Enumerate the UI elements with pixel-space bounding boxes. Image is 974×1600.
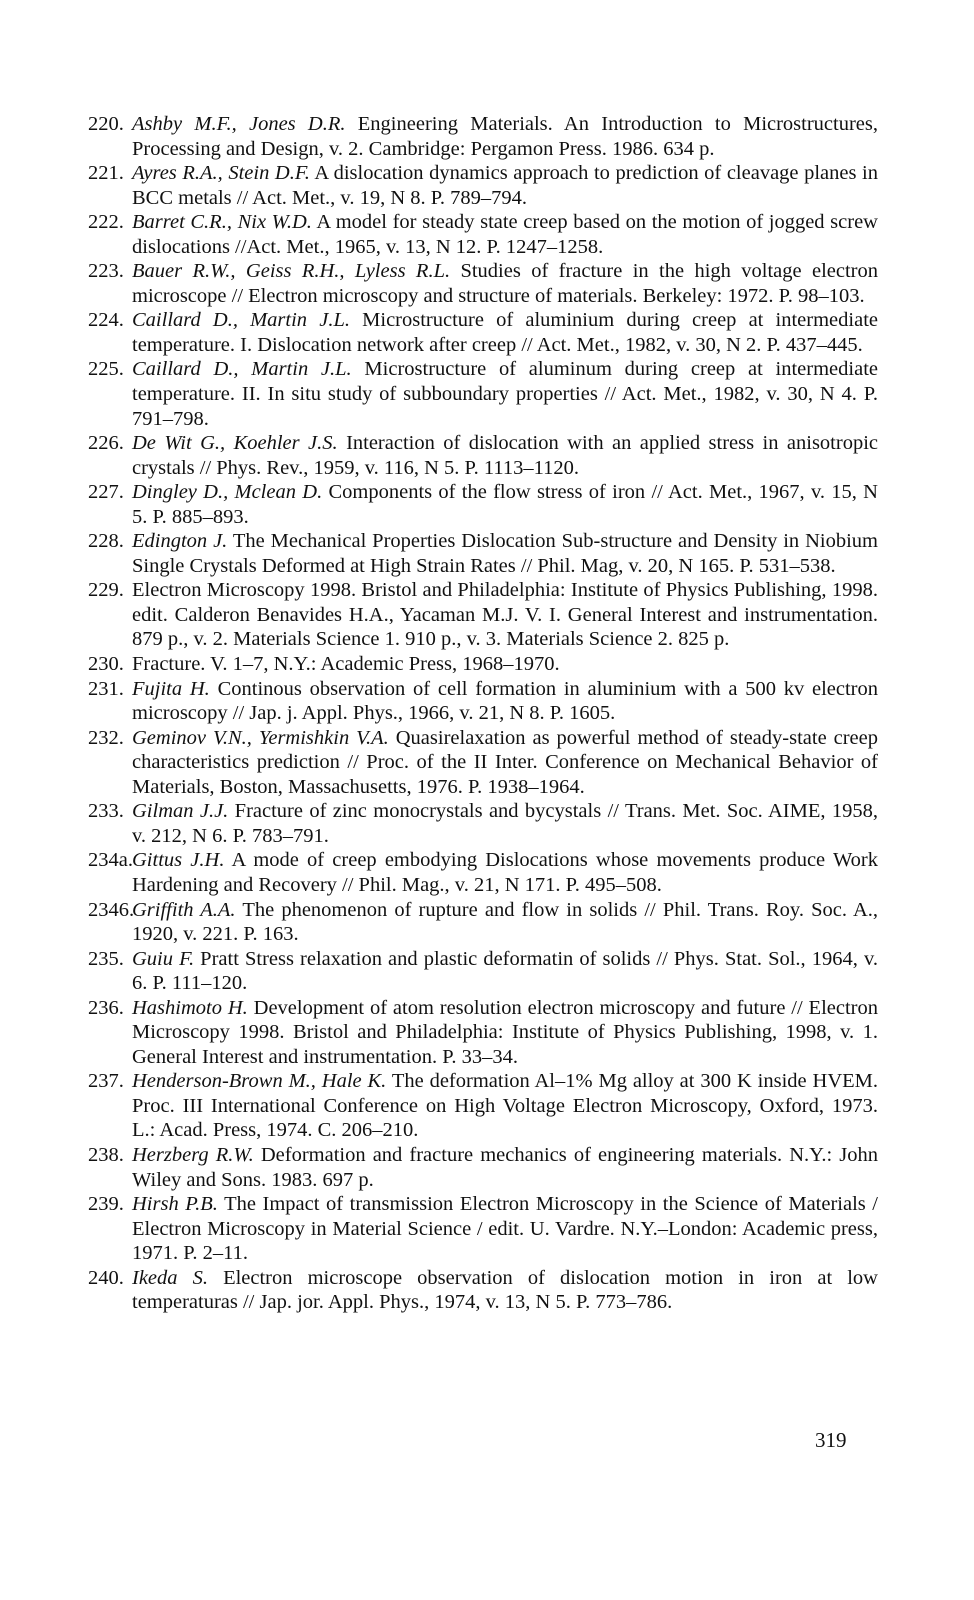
reference-text: Fracture of zinc monocrystals and bycystals // Trans. Met. Soc. AIME, 1958, v. 212, N 6. P. 783–791. [132, 800, 878, 847]
reference-number: 236. [88, 996, 124, 1019]
reference-text: Microstructure of aluminum during creep at intermediate temperature. II. In situ study of subboundary properties // Act. Met., 1982, v. 30, N 4. P. 791–798. [132, 358, 878, 430]
reference-item [88, 431, 878, 480]
reference-authors: Henderson-Brown M., Hale K. [132, 1070, 387, 1093]
reference-authors: Fujita H. [132, 677, 210, 700]
reference-list [88, 112, 878, 1315]
reference-text: The Mechanical Properties Dislocation Sub-structure and Density in Niobium Single Crystals Deformed at High Strain Rates // Phil. Mag, v. 20, N 165. P. 531–538. [132, 530, 878, 577]
reference-authors: Ikeda S. [132, 1266, 208, 1289]
reference-authors: De Wit G., Koehler J.S. [132, 432, 338, 455]
reference-item [88, 947, 878, 996]
reference-number: 223. [88, 260, 124, 283]
reference-item [88, 210, 878, 259]
reference-number: 234a. [88, 849, 133, 872]
reference-item [88, 357, 878, 431]
reference-authors: Caillard D., Martin J.L. [132, 358, 352, 381]
reference-item [88, 529, 878, 578]
reference-authors: Caillard D., Martin J.L. [132, 309, 350, 332]
reference-authors: Gilman J.J. [132, 800, 229, 823]
reference-item [88, 1192, 878, 1266]
reference-authors: Geminov V.N., Yermishkin V.A. [132, 726, 389, 749]
reference-text: Interaction of dislocation with an applied stress in anisotropic crystals // Phys. Rev., 1959, v. 116, N 5. P. 1113–1120. [132, 432, 878, 479]
reference-text: Continous observation of cell formation in aluminium with a 500 kv electron microscopy // Jap. j. Appl. Phys., 1966, v. 21, N 8. P. 1605. [132, 677, 878, 725]
reference-text: The phenomenon of rupture and flow in solids // Phil. Trans. Roy. Soc. A., 1920, v. 221. P. 163. [132, 898, 878, 946]
reference-item [88, 161, 878, 210]
reference-text: A dislocation dynamics approach to prediction of cleavage planes in BCC metals // Act. Met., v. 19, N 8. P. 789–794. [132, 162, 878, 209]
reference-item [88, 259, 878, 308]
reference-authors: Griffith A.A. [132, 898, 236, 921]
reference-text: A model for steady state creep based on the motion of jogged screw dislocations //Act. Met., 1965, v. 13, N 12. P. 1247–1258. [132, 211, 878, 258]
reference-number: 231. [88, 677, 124, 700]
reference-authors: Hashimoto H. [132, 996, 248, 1019]
reference-item [88, 898, 878, 947]
reference-item [88, 799, 878, 848]
reference-number: 237. [88, 1070, 124, 1093]
reference-number: 230. [88, 653, 124, 676]
reference-text: Electron microscope observation of dislocation motion in iron at low temperaturas // Jap. jor. Appl. Phys., 1974, v. 13, N 5. P. 773–786. [132, 1266, 878, 1314]
reference-item [88, 848, 878, 897]
reference-item [88, 1069, 878, 1143]
reference-authors: Guiu F. [132, 947, 195, 970]
reference-authors: Bauer R.W., Geiss R.H., Lyless R.L. [132, 260, 451, 283]
reference-authors: Hirsh P.B. [132, 1193, 218, 1216]
reference-text: The Impact of transmission Electron Microscopy in the Science of Materials / Electron Microscopy in Material Science / edit. U. Vardre. N.Y.–London: Academic press, 1971. P. 2–11. [132, 1193, 879, 1265]
reference-number: 227. [88, 481, 124, 504]
reference-number: 222. [88, 211, 124, 234]
reference-number: 226. [88, 432, 124, 455]
reference-number: 235. [88, 947, 124, 970]
reference-authors: Ayres R.A., Stein D.F. [132, 162, 310, 185]
reference-text: Components of the flow stress of iron // Act. Met., 1967, v. 15, N 5. P. 885–893. [132, 481, 878, 528]
reference-item [88, 996, 878, 1070]
reference-text: A mode of creep embodying Dislocations whose movements produce Work Hardening and Recovery // Phil. Mag., v. 21, N 171. P. 495–508. [132, 849, 878, 896]
reference-authors: Ashby M.F., Jones D.R. [132, 113, 346, 135]
reference-text: Engineering Materials. An Introduction to Microstructures, Processing and Design, v. 2. Cambridge: Pergamon Press. 1986. 634 p. [132, 113, 879, 160]
reference-authors: Dingley D., Mclean D. [132, 481, 323, 504]
reference-number: 240. [88, 1266, 124, 1289]
reference-number: 228. [88, 530, 124, 553]
reference-number: 229. [88, 579, 124, 602]
reference-text: Microstructure of aluminium during creep at intermediate temperature. I. Dislocation network after creep // Act. Met., 1982, v. 30, N 2. P. 437–445. [132, 309, 878, 356]
reference-item [88, 677, 878, 726]
reference-number: 233. [88, 800, 124, 823]
reference-number: 221. [88, 162, 124, 185]
reference-text: Electron Microscopy 1998. Bristol and Philadelphia: Institute of Physics Publishing, 1998. edit. Calderon Benavides H.A., Yacaman M.J. V. I. General Interest and instrumentation. 879 p., v. 2. Materials Science 1. 910 p., v. 3. Materials Science 2. 825 p. [132, 579, 878, 651]
reference-item [88, 308, 878, 357]
reference-item [88, 1266, 878, 1315]
reference-text: The deformation Al–1% Mg alloy at 300 K inside HVEM. Proc. III International Conference on High Voltage Electron Microscopy, Oxford, 1973. L.: Acad. Press, 1974. C. 206–210. [132, 1070, 879, 1142]
reference-text: Quasirelaxation as powerful method of steady-state creep characteristics prediction // Proc. of the II Inter. Conference on Mechanical Behavior of Materials, Boston, Massachusetts, 1976. P. 1938–1964. [132, 726, 878, 798]
reference-item [88, 1143, 878, 1192]
reference-number: 224. [88, 309, 124, 332]
reference-item [88, 112, 878, 161]
reference-authors: Edington J. [132, 530, 228, 553]
reference-item [88, 652, 878, 677]
reference-item [88, 480, 878, 529]
reference-item [88, 578, 878, 652]
reference-number: 225. [88, 358, 124, 381]
page-number: 319 [815, 1428, 847, 1452]
reference-number: 232. [88, 726, 124, 749]
reference-number: 220. [88, 113, 124, 135]
reference-text: Studies of fracture in the high voltage electron microscope // Electron microscopy and structure of materials. Berkeley: 1972. P. 98–103. [132, 260, 878, 307]
reference-item [88, 726, 878, 800]
reference-authors: Gittus J.H. [132, 849, 225, 872]
reference-text: Deformation and fracture mechanics of engineering materials. N.Y.: John Wiley and Sons. 1983. 697 p. [132, 1143, 878, 1191]
reference-number: 2346. [88, 898, 135, 921]
reference-number: 239. [88, 1193, 124, 1216]
reference-authors: Herzberg R.W. [132, 1143, 254, 1166]
reference-text: Fracture. V. 1–7, N.Y.: Academic Press, 1968–1970. [132, 653, 560, 676]
reference-number: 238. [88, 1143, 124, 1166]
reference-text: Development of atom resolution electron microscopy and future // Electron Microscopy 1998. Bristol and Philadelphia: Institute of Physics Publishing, 1998, v. 1. General Interest and instrumentation. P. 33–34. [132, 996, 878, 1068]
reference-authors: Barret C.R., Nix W.D. [132, 211, 312, 234]
reference-text: Pratt Stress relaxation and plastic deformatin of solids // Phys. Stat. Sol., 1964, v. 6. P. 111–120. [132, 947, 878, 995]
